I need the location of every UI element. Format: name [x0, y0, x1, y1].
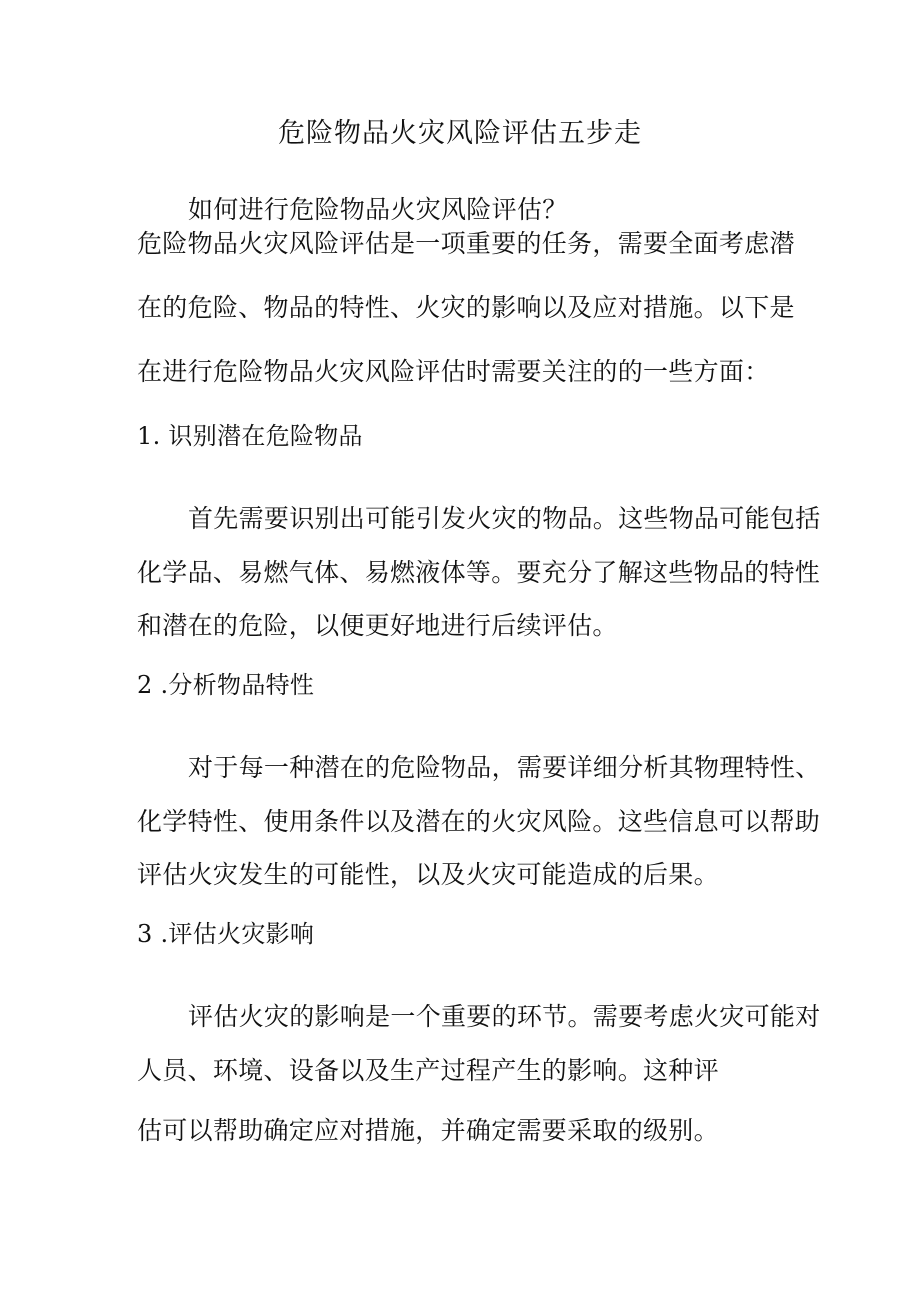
section-2-line-1: 对于每一种潜在的危险物品，需要详细分析其物理特性、 — [188, 753, 821, 782]
section-3-line-3: 估可以帮助确定应对措施，并确定需要采取的级别。 — [137, 1116, 719, 1145]
intro-line-2: 在的危险、物品的特性、火灾的影响以及应对措施。以下是 — [137, 293, 795, 322]
section-1-heading: 1. 识别潜在危险物品 — [137, 422, 363, 450]
section-2-heading: 2 .分析物品特性 — [137, 671, 315, 699]
section-2-line-2: 化学特性、使用条件以及潜在的火灾风险。这些信息可以帮助 — [137, 807, 821, 836]
intro-line-1: 危险物品火灾风险评估是一项重要的任务，需要全面考虑潜 — [137, 229, 795, 258]
section-3-heading: 3 .评估火灾影响 — [137, 920, 315, 948]
intro-line-3: 在进行危险物品火灾风险评估时需要关注的的一些方面： — [137, 357, 770, 386]
section-2-line-3: 评估火灾发生的可能性，以及火灾可能造成的后果。 — [137, 860, 719, 889]
document-title: 危险物品火灾风险评估五步走 — [278, 118, 642, 149]
section-3-line-1: 评估火灾的影响是一个重要的环节。需要考虑火灾可能对 — [188, 1002, 821, 1031]
section-1-line-1: 首先需要识别出可能引发火灾的物品。这些物品可能包括 — [188, 504, 821, 533]
intro-question: 如何进行危险物品火灾风险评估？ — [188, 195, 568, 224]
section-1-line-2: 化学品、易燃气体、易燃液体等。要充分了解这些物品的特性 — [137, 558, 821, 587]
section-3-line-2: 人员、环境、设备以及生产过程产生的影响。这种评 — [137, 1056, 719, 1085]
section-1-line-3: 和潜在的危险，以便更好地进行后续评估。 — [137, 611, 618, 640]
